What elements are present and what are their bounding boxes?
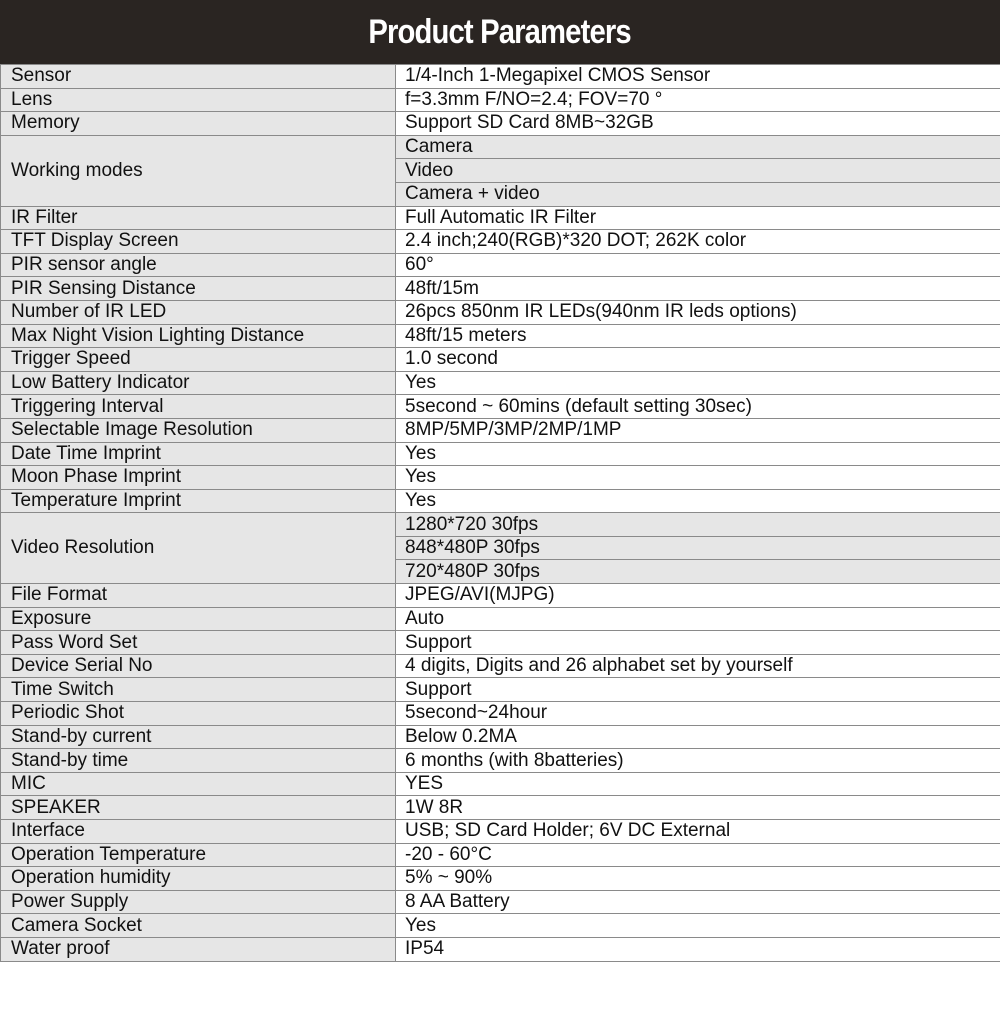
parameter-label: Pass Word Set bbox=[1, 631, 396, 655]
table-row bbox=[1, 253, 1000, 277]
parameter-label: Power Supply bbox=[1, 890, 396, 914]
parameter-value: 1W 8R bbox=[396, 796, 1000, 820]
parameter-label: PIR sensor angle bbox=[1, 253, 396, 277]
table-row bbox=[1, 702, 1000, 726]
parameter-value: Camera bbox=[396, 135, 1000, 159]
table-row bbox=[1, 206, 1000, 230]
parameter-label: Memory bbox=[1, 112, 396, 136]
parameter-label: Max Night Vision Lighting Distance bbox=[1, 324, 396, 348]
parameter-label: Periodic Shot bbox=[1, 702, 396, 726]
parameter-label: Water proof bbox=[1, 937, 396, 961]
table-row bbox=[1, 112, 1000, 136]
parameter-value: 48ft/15 meters bbox=[396, 324, 1000, 348]
parameter-value: 6 months (with 8batteries) bbox=[396, 749, 1000, 773]
parameter-value: 60° bbox=[396, 253, 1000, 277]
table-row bbox=[1, 135, 1000, 159]
parameter-label: Temperature Imprint bbox=[1, 489, 396, 513]
table-row bbox=[1, 489, 1000, 513]
parameter-value: Camera + video bbox=[396, 182, 1000, 206]
parameter-label: Camera Socket bbox=[1, 914, 396, 938]
parameter-value: Yes bbox=[396, 442, 1000, 466]
table-row bbox=[1, 230, 1000, 254]
parameter-label: Triggering Interval bbox=[1, 395, 396, 419]
parameter-label: Working modes bbox=[1, 135, 396, 206]
table-row bbox=[1, 820, 1000, 844]
parameter-value: 1/4-Inch 1-Megapixel CMOS Sensor bbox=[396, 65, 1000, 89]
parameter-label: SPEAKER bbox=[1, 796, 396, 820]
table-row bbox=[1, 371, 1000, 395]
parameter-value: Support bbox=[396, 631, 1000, 655]
table-row bbox=[1, 348, 1000, 372]
table-row bbox=[1, 277, 1000, 301]
parameter-label: File Format bbox=[1, 584, 396, 608]
header-banner bbox=[0, 0, 1000, 64]
parameter-value: Support bbox=[396, 678, 1000, 702]
table-row bbox=[1, 749, 1000, 773]
table-row bbox=[1, 654, 1000, 678]
table-row bbox=[1, 442, 1000, 466]
parameter-value: Yes bbox=[396, 371, 1000, 395]
table-row bbox=[1, 914, 1000, 938]
parameter-value: 4 digits, Digits and 26 alphabet set by yourself bbox=[396, 654, 1000, 678]
table-row bbox=[1, 324, 1000, 348]
parameters-table-body bbox=[1, 65, 1000, 962]
parameter-label: Sensor bbox=[1, 65, 396, 89]
parameter-value: Yes bbox=[396, 914, 1000, 938]
parameter-label: Number of IR LED bbox=[1, 300, 396, 324]
parameter-label: Interface bbox=[1, 820, 396, 844]
parameter-label: IR Filter bbox=[1, 206, 396, 230]
parameter-label: Low Battery Indicator bbox=[1, 371, 396, 395]
table-row bbox=[1, 867, 1000, 891]
parameter-value: 848*480P 30fps bbox=[396, 536, 1000, 560]
parameter-value: 26pcs 850nm IR LEDs(940nm IR leds options) bbox=[396, 300, 1000, 324]
parameter-label: Lens bbox=[1, 88, 396, 112]
page-title: Product Parameters bbox=[368, 12, 632, 51]
parameter-label: Moon Phase Imprint bbox=[1, 466, 396, 490]
parameter-value: 48ft/15m bbox=[396, 277, 1000, 301]
table-row bbox=[1, 631, 1000, 655]
parameter-label: TFT Display Screen bbox=[1, 230, 396, 254]
parameter-value: Video bbox=[396, 159, 1000, 183]
table-row bbox=[1, 513, 1000, 537]
parameter-label: Stand-by time bbox=[1, 749, 396, 773]
parameter-value: 1.0 second bbox=[396, 348, 1000, 372]
parameter-label: PIR Sensing Distance bbox=[1, 277, 396, 301]
parameter-value: Yes bbox=[396, 466, 1000, 490]
parameter-value: Below 0.2MA bbox=[396, 725, 1000, 749]
table-row bbox=[1, 725, 1000, 749]
table-row bbox=[1, 65, 1000, 89]
parameter-value: 720*480P 30fps bbox=[396, 560, 1000, 584]
table-row bbox=[1, 796, 1000, 820]
table-row bbox=[1, 584, 1000, 608]
parameter-value: 8MP/5MP/3MP/2MP/1MP bbox=[396, 418, 1000, 442]
parameter-value: 5second ~ 60mins (default setting 30sec) bbox=[396, 395, 1000, 419]
parameter-value: Full Automatic IR Filter bbox=[396, 206, 1000, 230]
parameter-label: Device Serial No bbox=[1, 654, 396, 678]
table-row bbox=[1, 843, 1000, 867]
parameter-label: Selectable Image Resolution bbox=[1, 418, 396, 442]
table-row bbox=[1, 607, 1000, 631]
parameter-value: 8 AA Battery bbox=[396, 890, 1000, 914]
table-row bbox=[1, 418, 1000, 442]
table-row bbox=[1, 466, 1000, 490]
table-row bbox=[1, 395, 1000, 419]
parameter-value: YES bbox=[396, 772, 1000, 796]
parameter-label: Stand-by current bbox=[1, 725, 396, 749]
parameter-value: 2.4 inch;240(RGB)*320 DOT; 262K color bbox=[396, 230, 1000, 254]
table-row bbox=[1, 300, 1000, 324]
parameter-label: Operation humidity bbox=[1, 867, 396, 891]
parameter-label: MIC bbox=[1, 772, 396, 796]
parameter-value: 5second~24hour bbox=[396, 702, 1000, 726]
parameter-value: JPEG/AVI(MJPG) bbox=[396, 584, 1000, 608]
table-row bbox=[1, 937, 1000, 961]
table-row bbox=[1, 88, 1000, 112]
table-row bbox=[1, 678, 1000, 702]
parameter-value: 1280*720 30fps bbox=[396, 513, 1000, 537]
parameter-label: Date Time Imprint bbox=[1, 442, 396, 466]
parameter-value: Yes bbox=[396, 489, 1000, 513]
parameter-label: Exposure bbox=[1, 607, 396, 631]
parameter-label: Time Switch bbox=[1, 678, 396, 702]
parameter-value: Support SD Card 8MB~32GB bbox=[396, 112, 1000, 136]
parameter-value: USB; SD Card Holder; 6V DC External bbox=[396, 820, 1000, 844]
parameter-value: f=3.3mm F/NO=2.4; FOV=70 ° bbox=[396, 88, 1000, 112]
parameters-table bbox=[0, 64, 1000, 962]
parameter-value: -20 - 60°C bbox=[396, 843, 1000, 867]
table-row bbox=[1, 890, 1000, 914]
table-row bbox=[1, 772, 1000, 796]
parameter-label: Video Resolution bbox=[1, 513, 396, 584]
parameter-value: Auto bbox=[396, 607, 1000, 631]
parameter-value: 5% ~ 90% bbox=[396, 867, 1000, 891]
parameter-value: IP54 bbox=[396, 937, 1000, 961]
parameter-label: Operation Temperature bbox=[1, 843, 396, 867]
parameter-label: Trigger Speed bbox=[1, 348, 396, 372]
